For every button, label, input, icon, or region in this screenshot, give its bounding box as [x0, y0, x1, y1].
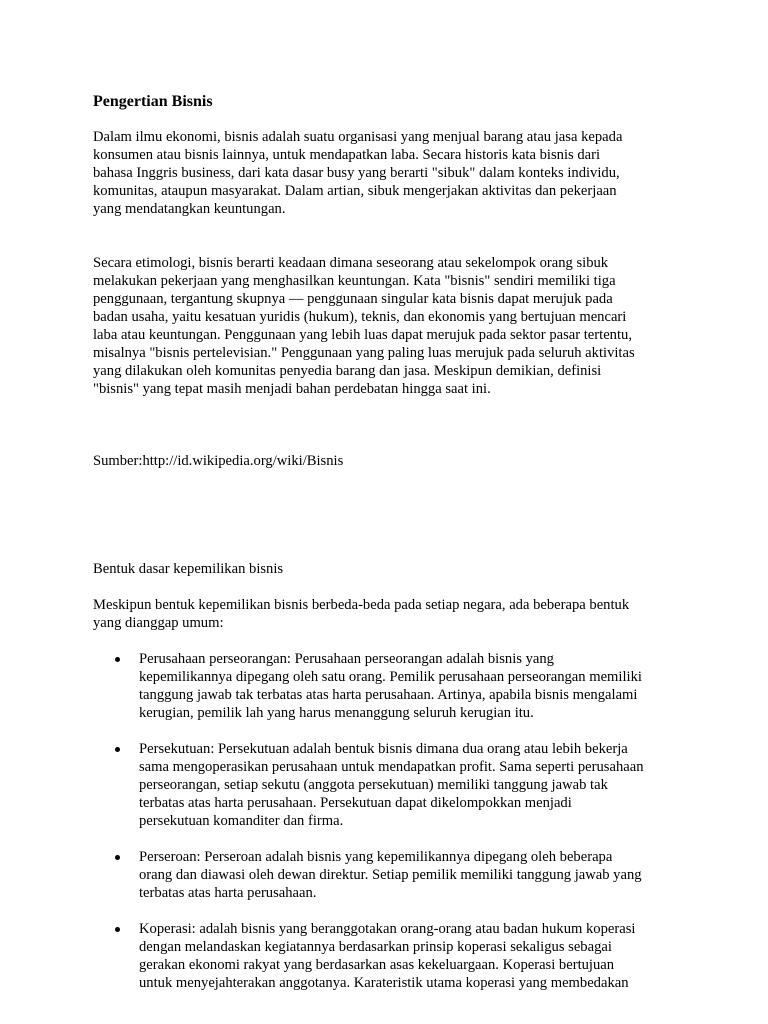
section-heading-text: Bentuk dasar kepemilikan bisnis — [93, 561, 284, 577]
spacer — [93, 578, 683, 596]
text-line: gerakan ekonomi rakyat yang berdasarkan asas kekeluargaan. Koperasi bertujuan — [139, 957, 615, 973]
text-line: yang dianggap umum: — [93, 615, 224, 631]
spacer — [93, 470, 683, 560]
text-line: melakukan pekerjaan yang menghasilkan keuntungan. Kata "bisnis" sendiri memiliki tiga — [93, 273, 616, 289]
text-line: Perseroan: Perseroan adalah bisnis yang kepemilikannya dipegang oleh beberapa — [139, 849, 613, 865]
text-line: kerugian, pemilik lah yang harus menanggung seluruh kerugian itu. — [139, 705, 534, 721]
page-title: Pengertian Bisnis — [93, 93, 213, 110]
text-line: Secara etimologi, bisnis berarti keadaan dimana seseorang atau sekelompok orang sibuk — [93, 255, 609, 271]
text-line: yang mendatangkan keuntungan. — [93, 201, 286, 217]
source-line — [93, 452, 683, 470]
list-item — [93, 650, 683, 722]
source-text: Sumber:http://id.wikipedia.org/wiki/Bisnis — [93, 453, 344, 469]
text-line: laba atau keuntungan. Penggunaan yang lebih luas dapat merujuk pada sektor pasar tertentu, — [93, 327, 632, 343]
spacer — [93, 218, 683, 254]
spacer — [93, 902, 683, 920]
document-page — [93, 92, 683, 992]
text-line: terbatas atas harta perusahaan. — [139, 885, 317, 901]
text-line: perseorangan, setiap sekutu (anggota persekutuan) memiliki tanggung jawab tak — [139, 777, 608, 793]
text-line: Persekutuan: Persekutuan adalah bentuk bisnis dimana dua orang atau lebih bekerja — [139, 741, 628, 757]
text-line: Koperasi: adalah bisnis yang beranggotakan orang-orang atau badan hukum koperasi — [139, 921, 636, 937]
text-line: persekutuan komanditer dan firma. — [139, 813, 344, 829]
text-line: tanggung jawab tak terbatas atas harta perusahaan. Artinya, apabila bisnis mengalami — [139, 687, 638, 703]
text-line: misalnya "bisnis pertelevisian." Penggunaan yang paling luas merujuk pada seluruh aktivitas — [93, 345, 635, 361]
spacer — [93, 830, 683, 848]
paragraph-intro — [93, 596, 683, 632]
bullet-icon — [115, 747, 120, 752]
text-line: komunitas, ataupun masyarakat. Dalam artian, sibuk mengerjakan aktivitas dan pekerjaan — [93, 183, 617, 199]
text-line: Meskipun bentuk kepemilikan bisnis berbeda-beda pada setiap negara, ada beberapa bentuk — [93, 597, 630, 613]
spacer — [93, 632, 683, 650]
text-line: kepemilikannya dipegang oleh satu orang. Pemilik perusahaan perseorangan memiliki — [139, 669, 642, 685]
text-line: badan usaha, yaitu kesatuan yuridis (hukum), teknis, dan ekonomis yang bertujuan mencari — [93, 309, 627, 325]
bullet-icon — [115, 657, 120, 662]
text-line: yang dilakukan oleh komunitas penyedia barang dan jasa. Meskipun demikian, definisi — [93, 363, 602, 379]
list-item — [93, 920, 683, 992]
paragraph-etymology — [93, 254, 683, 398]
bullet-icon — [115, 927, 120, 932]
spacer — [93, 112, 683, 128]
bullet-icon — [115, 855, 120, 860]
ownership-list — [93, 650, 683, 992]
text-line: "bisnis" yang tepat masih menjadi bahan perdebatan hingga saat ini. — [93, 381, 491, 397]
spacer — [93, 398, 683, 452]
text-line: penggunaan, tergantung skupnya — penggunaan singular kata bisnis dapat merujuk pada — [93, 291, 613, 307]
text-line: Dalam ilmu ekonomi, bisnis adalah suatu organisasi yang menjual barang atau jasa kepada — [93, 129, 623, 145]
text-line: terbatas atas harta perusahaan. Persekutuan dapat dikelompokkan menjadi — [139, 795, 572, 811]
list-item — [93, 740, 683, 830]
text-line: sama mengoperasikan perusahaan untuk mendapatkan profit. Sama seperti perusahaan — [139, 759, 644, 775]
text-line: orang dan diawasi oleh dewan direktur. Setiap pemilik memiliki tanggung jawab yang — [139, 867, 642, 883]
spacer — [93, 722, 683, 740]
paragraph-definition — [93, 128, 683, 218]
text-line: bahasa Inggris business, dari kata dasar busy yang berarti "sibuk" dalam konteks individu, — [93, 165, 620, 181]
text-line: Perusahaan perseorangan: Perusahaan perseorangan adalah bisnis yang — [139, 651, 554, 667]
text-line: konsumen atau bisnis lainnya, untuk mendapatkan laba. Secara historis kata bisnis dari — [93, 147, 601, 163]
text-line: untuk menyejahterakan anggotanya. Karateristik utama koperasi yang membedakan — [139, 975, 629, 991]
section-heading — [93, 560, 683, 578]
text-line: dengan melandaskan kegiatannya berdasarkan prinsip koperasi sekaligus sebagai — [139, 939, 612, 955]
list-item — [93, 848, 683, 902]
